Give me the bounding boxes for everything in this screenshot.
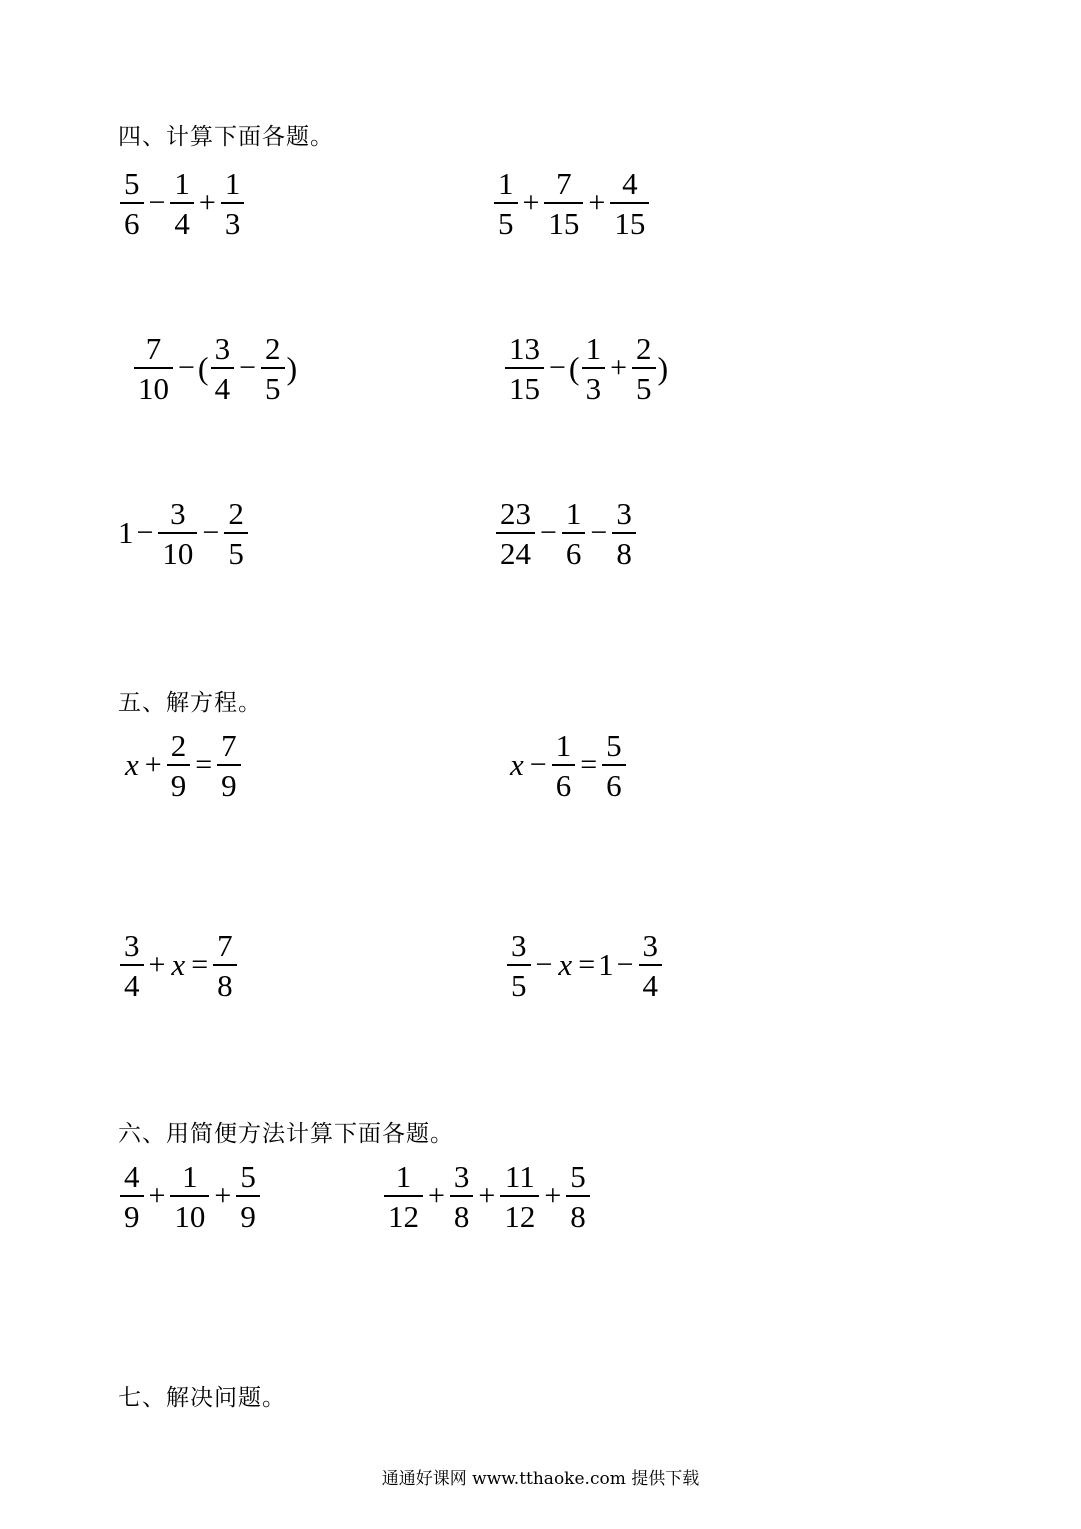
problem-2	[492, 165, 651, 241]
numerator: 7	[221, 727, 237, 763]
numerator: 2	[636, 330, 652, 366]
denominator: 8	[217, 967, 233, 1003]
variable-x: x	[510, 747, 524, 782]
denominator: 5	[265, 370, 281, 406]
operator: −	[202, 516, 220, 549]
numerator: 3	[214, 330, 231, 366]
left-paren: (	[568, 349, 580, 386]
denominator: 15	[614, 205, 646, 241]
denominator: 3	[585, 370, 602, 406]
numerator: 5	[606, 727, 622, 763]
equals-sign: =	[195, 748, 213, 781]
denominator: 6	[555, 767, 572, 803]
fraction	[221, 165, 245, 241]
integer: 1	[118, 515, 134, 550]
fraction	[610, 165, 649, 241]
denominator: 15	[509, 370, 540, 406]
numerator: 7	[145, 330, 162, 366]
equation-1	[122, 727, 243, 803]
operator: +	[144, 748, 162, 781]
numerator: 5	[124, 165, 140, 201]
operator: −	[535, 948, 553, 981]
equation-2	[507, 727, 628, 803]
operator: −	[549, 351, 566, 384]
fraction	[582, 330, 606, 406]
section-5-heading: 五、解方程。	[118, 690, 262, 716]
denominator: 4	[642, 967, 659, 1003]
fraction	[507, 927, 531, 1003]
operator: +	[198, 186, 216, 219]
fraction	[494, 165, 518, 241]
fraction	[505, 330, 544, 406]
fraction	[566, 1158, 590, 1234]
denominator: 8	[453, 1198, 470, 1234]
denominator: 5	[636, 370, 652, 406]
numerator: 4	[622, 165, 638, 201]
operator: −	[178, 351, 195, 384]
numerator: 1	[498, 165, 514, 201]
operator: −	[529, 748, 547, 781]
denominator: 6	[124, 205, 140, 241]
denominator: 9	[221, 767, 237, 803]
operator: +	[610, 351, 627, 384]
denominator: 4	[214, 370, 231, 406]
denominator: 4	[124, 967, 140, 1003]
denominator: 5	[498, 205, 514, 241]
fraction	[213, 927, 237, 1003]
operator: +	[148, 1179, 166, 1212]
problem-3	[132, 330, 297, 406]
operator: +	[522, 186, 540, 219]
denominator: 15	[548, 205, 580, 241]
section-7-heading: 七、解决问题。	[118, 1385, 286, 1411]
operator: −	[590, 516, 608, 549]
numerator: 3	[616, 495, 632, 531]
denominator: 5	[511, 967, 527, 1003]
denominator: 24	[500, 535, 531, 571]
operator: −	[136, 516, 154, 549]
numerator: 7	[217, 927, 233, 963]
fraction	[632, 330, 656, 406]
problem-6	[494, 495, 638, 571]
numerator: 2	[170, 727, 187, 763]
fraction	[217, 727, 241, 803]
fraction	[236, 1158, 260, 1234]
fraction	[602, 727, 626, 803]
fraction	[261, 330, 285, 406]
numerator: 3	[511, 927, 527, 963]
operator: +	[478, 1179, 496, 1212]
numerator: 7	[556, 165, 572, 201]
problem-4	[503, 330, 668, 406]
operator: +	[214, 1179, 232, 1212]
numerator: 3	[453, 1158, 470, 1194]
numerator: 1	[555, 727, 572, 763]
operator: +	[428, 1179, 445, 1212]
denominator: 10	[162, 535, 194, 571]
footer-credit: 通通好课网 www.tthaoke.com 提供下载	[381, 1469, 700, 1489]
fraction	[211, 330, 235, 406]
numerator: 11	[504, 1158, 535, 1194]
denominator: 8	[616, 535, 632, 571]
denominator: 9	[124, 1198, 140, 1234]
right-paren: )	[657, 349, 669, 386]
simplify-2	[382, 1158, 592, 1234]
denominator: 12	[388, 1198, 419, 1234]
operator: +	[148, 948, 166, 981]
variable-x: x	[171, 947, 186, 982]
section-6-heading: 六、用简便方法计算下面各题。	[118, 1121, 454, 1147]
fraction	[167, 727, 191, 803]
fraction	[158, 495, 197, 571]
right-paren: )	[286, 349, 298, 386]
fraction	[544, 165, 583, 241]
fraction	[224, 495, 248, 571]
left-paren: (	[197, 349, 209, 386]
operator: −	[616, 948, 634, 981]
numerator: 4	[124, 1158, 140, 1194]
denominator: 10	[174, 1198, 206, 1234]
equation-4	[505, 927, 664, 1003]
numerator: 2	[228, 495, 244, 531]
fraction	[496, 495, 535, 571]
fraction	[170, 1158, 209, 1234]
equals-sign: =	[191, 948, 209, 981]
fraction	[612, 495, 636, 571]
numerator: 13	[509, 330, 540, 366]
simplify-1	[118, 1158, 262, 1234]
equals-sign: =	[578, 948, 596, 981]
numerator: 1	[174, 165, 190, 201]
denominator: 3	[224, 205, 241, 241]
denominator: 12	[504, 1198, 536, 1234]
equation-3	[118, 927, 239, 1003]
fraction	[639, 927, 663, 1003]
numerator: 3	[170, 495, 186, 531]
fraction	[134, 330, 173, 406]
fraction	[500, 1158, 539, 1234]
problem-5	[118, 495, 250, 571]
equals-sign: =	[580, 748, 598, 781]
numerator: 1	[224, 165, 241, 201]
denominator: 6	[565, 535, 582, 571]
denominator: 8	[570, 1198, 586, 1234]
numerator: 23	[500, 495, 531, 531]
denominator: 6	[606, 767, 622, 803]
numerator: 5	[570, 1158, 586, 1194]
operator: −	[239, 351, 256, 384]
denominator: 9	[170, 767, 187, 803]
fraction	[120, 927, 144, 1003]
numerator: 1	[182, 1158, 198, 1194]
operator: −	[148, 186, 166, 219]
fraction	[384, 1158, 423, 1234]
denominator: 5	[228, 535, 244, 571]
denominator: 4	[174, 205, 190, 241]
fraction	[120, 165, 144, 241]
fraction	[450, 1158, 474, 1234]
numerator: 1	[585, 330, 602, 366]
numerator: 1	[565, 495, 582, 531]
fraction	[170, 165, 194, 241]
operator: +	[544, 1179, 562, 1212]
fraction	[562, 495, 586, 571]
numerator: 3	[124, 927, 140, 963]
variable-x: x	[558, 947, 573, 982]
problem-1	[118, 165, 246, 241]
variable-x: x	[125, 747, 139, 782]
operator: +	[588, 186, 606, 219]
fraction	[120, 1158, 144, 1234]
numerator: 1	[395, 1158, 412, 1194]
denominator: 10	[138, 370, 169, 406]
denominator: 9	[240, 1198, 256, 1234]
integer: 1	[598, 947, 614, 982]
numerator: 2	[265, 330, 281, 366]
numerator: 3	[642, 927, 659, 963]
operator: −	[540, 516, 557, 549]
numerator: 5	[240, 1158, 256, 1194]
fraction	[552, 727, 576, 803]
section-4-heading: 四、计算下面各题。	[118, 124, 334, 150]
